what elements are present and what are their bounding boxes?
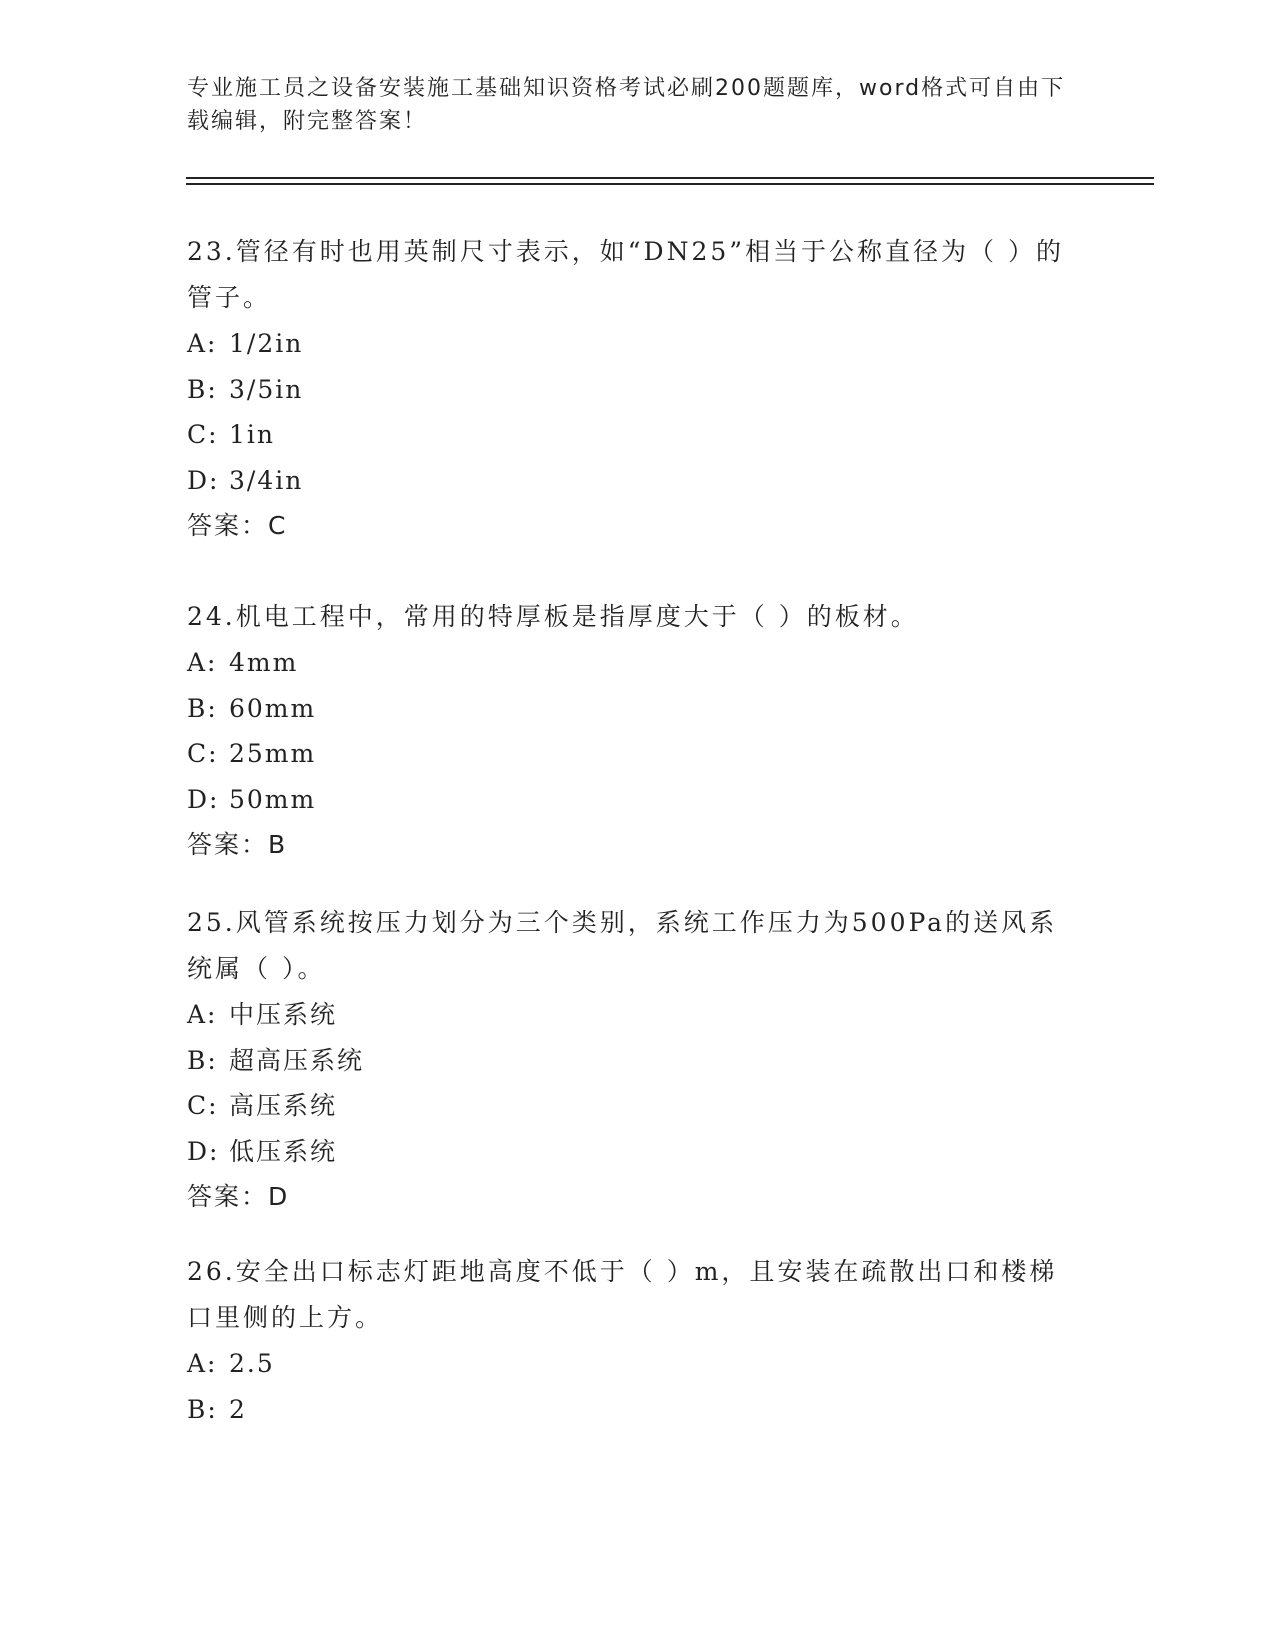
header-divider-top bbox=[186, 177, 1154, 179]
question-23 bbox=[187, 229, 1067, 549]
option-c bbox=[187, 412, 1067, 458]
option-a bbox=[187, 992, 1067, 1038]
question-stem: 25.风管系统按压力划分为三个类别，系统工作压力为500Pa的送风系统属（ ）。 bbox=[187, 908, 1058, 983]
option-b bbox=[187, 686, 1067, 732]
option-d bbox=[187, 777, 1067, 823]
option-letter: C: bbox=[187, 420, 219, 449]
option-letter: A: bbox=[187, 1000, 218, 1029]
option-a bbox=[187, 321, 1067, 367]
answer-label: 答案：C bbox=[187, 511, 288, 540]
question-stem: 26.安全出口标志灯距地高度不低于（ ）m，且安装在疏散出口和楼梯口里侧的上方。 bbox=[187, 1257, 1058, 1332]
option-letter: B: bbox=[187, 374, 218, 404]
option-letter: A: bbox=[187, 329, 218, 358]
option-letter: A: bbox=[187, 1349, 218, 1378]
question-25 bbox=[187, 900, 1067, 1220]
question-stem: 24.机电工程中，常用的特厚板是指厚度大于（ ）的板材。 bbox=[187, 602, 919, 631]
option-text: 25mm bbox=[229, 739, 317, 768]
option-c bbox=[187, 731, 1067, 777]
option-letter: D: bbox=[187, 784, 220, 814]
option-letter: C: bbox=[187, 1091, 219, 1120]
option-letter: D: bbox=[187, 1136, 220, 1166]
option-b bbox=[187, 1387, 1067, 1433]
option-text: 超高压系统 bbox=[229, 1045, 365, 1075]
option-text: 60mm bbox=[229, 693, 317, 723]
option-b bbox=[187, 367, 1067, 413]
option-text: 4mm bbox=[229, 648, 299, 677]
option-text: 低压系统 bbox=[229, 1136, 338, 1166]
option-b bbox=[187, 1038, 1067, 1084]
option-text: 2 bbox=[229, 1394, 247, 1424]
option-letter: B: bbox=[187, 1394, 218, 1424]
question-stem: 23.管径有时也用英制尺寸表示，如“DN25”相当于公称直径为（ ）的管子。 bbox=[187, 237, 1064, 312]
option-letter: A: bbox=[187, 648, 218, 677]
option-letter: C: bbox=[187, 739, 219, 768]
answer-label: 答案：B bbox=[187, 830, 288, 859]
option-letter: B: bbox=[187, 1045, 218, 1075]
option-c bbox=[187, 1083, 1067, 1129]
answer-label: 答案：D bbox=[187, 1182, 290, 1211]
option-letter: D: bbox=[187, 465, 220, 495]
option-a bbox=[187, 1341, 1067, 1387]
option-text: 高压系统 bbox=[229, 1091, 338, 1120]
option-text: 1/2in bbox=[229, 329, 304, 358]
question-24 bbox=[187, 594, 1067, 868]
option-text: 1in bbox=[229, 420, 276, 449]
option-text: 中压系统 bbox=[229, 1000, 338, 1029]
header-divider-bottom bbox=[186, 183, 1154, 185]
document-title: 专业施工员之设备安装施工基础知识资格考试必刷200题题库，word格式可自由下载编辑，附完整答案！ bbox=[187, 76, 1066, 134]
option-text: 3/4in bbox=[229, 465, 304, 495]
option-d bbox=[187, 1129, 1067, 1175]
option-a bbox=[187, 640, 1067, 686]
option-text: 2.5 bbox=[229, 1349, 275, 1378]
option-text: 50mm bbox=[229, 784, 317, 814]
option-text: 3/5in bbox=[229, 374, 304, 404]
option-letter: B: bbox=[187, 693, 218, 723]
question-26 bbox=[187, 1249, 1067, 1432]
option-d bbox=[187, 458, 1067, 504]
